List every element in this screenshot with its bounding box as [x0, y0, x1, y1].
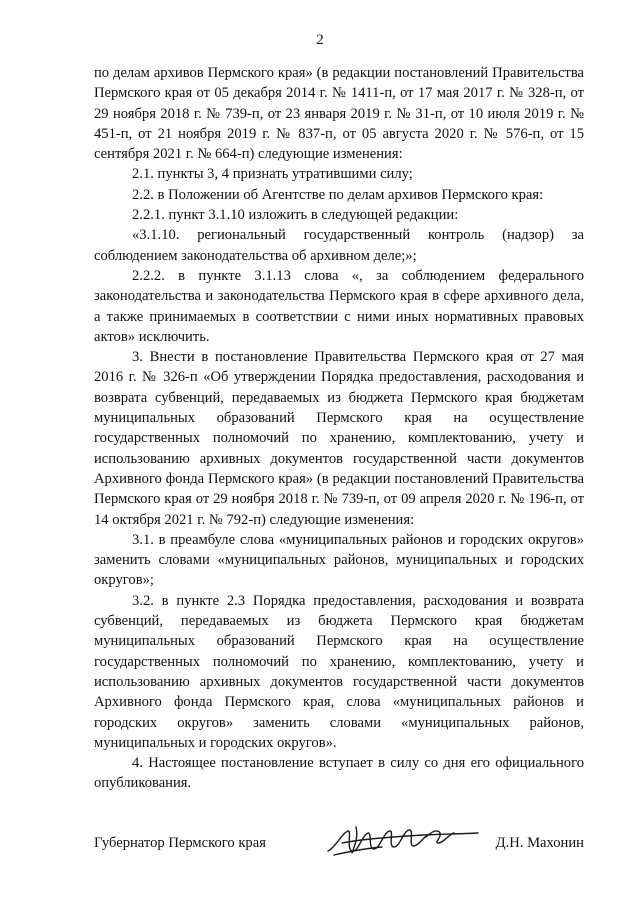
paragraph-3: 3. Внести в постановление Правительства Пермского края от 27 мая 2016 г. № 326-п «Об утверждении Порядка предоставления, расходования и возврата субвенций, передаваемых из бюджета Пермского края бюджетам муниципальных образований Пермского края на осуществление государственных полномочий по хранению, комплектованию, учету и использованию архивных документов государственной части документов Архивного фонда Пермского края» (в редакции постановлений Правительства Пермского края от 29 ноября 2018 г. № 739-п, от 09 апреля 2020 г. № 196-п, от 14 октября 2021 г. № 792-п) следующие изменения: [94, 349, 584, 528]
signatory-name: Д.Н. Махонин [495, 835, 584, 851]
document-body [94, 63, 584, 794]
paragraph-3-1: 3.1. в преамбуле слова «муниципальных районов и городских округов» заменить словами «муниципальных районов, муниципальных и городских округов»; [94, 531, 584, 589]
paragraph-continuation: по делам архивов Пермского края» (в редакции постановлений Правительства Пермского края от 05 декабря 2014 г. № 1411-п, от 17 мая 2017 г. № 328-п, от 29 ноября 2018 г. № 739-п, от 23 января 2019 г. № 31-п, от 10 июля 2019 г. № 451-п, от 21 ноября 2019 г. № 837-п, от 05 августа 2020 г. № 576-п, от 15 сентября 2021 г. № 664-п) следующие изменения: [94, 65, 584, 163]
paragraph-2-1: 2.1. пункты 3, 4 признать утратившими силу; [132, 166, 413, 183]
signature-block [94, 827, 584, 867]
paragraph-3-2: 3.2. в пункте 2.3 Порядка предоставления, расходования и возврата субвенций, передаваемых из бюджета Пермского края бюджетам муниципальных образований Пермского края на осуществление государственных полномочий по хранению, комплектованию, учету и использованию архивных документов государственной части документов Архивного фонда Пермского края, слова «муниципальных районов и городских округов» заменить словами «муниципальных районов, муниципальных и городских округов». [94, 592, 584, 751]
handwritten-signature [322, 821, 482, 861]
paragraph-2-2-2: 2.2.2. в пункте 3.1.13 слова «, за соблюдением федерального законодательства и законодательства Пермского края в сфере архивного дела, а также принимаемых в соответствии с ними иных нормативных правовых актов» исключить. [94, 267, 584, 345]
paragraph-2-2: 2.2. в Положении об Агентстве по делам архивов Пермского края: [132, 186, 544, 203]
paragraph-3-1-10: «3.1.10. региональный государственный контроль (надзор) за соблюдением законодательства об архивном деле;»; [94, 227, 584, 264]
paragraph-4: 4. Настоящее постановление вступает в силу со дня его официального опубликования. [94, 755, 584, 792]
page-number: 2 [316, 32, 324, 48]
paragraph-2-2-1: 2.2.1. пункт 3.1.10 изложить в следующей редакции: [132, 207, 459, 224]
signatory-position: Губернатор Пермского края [94, 835, 266, 851]
